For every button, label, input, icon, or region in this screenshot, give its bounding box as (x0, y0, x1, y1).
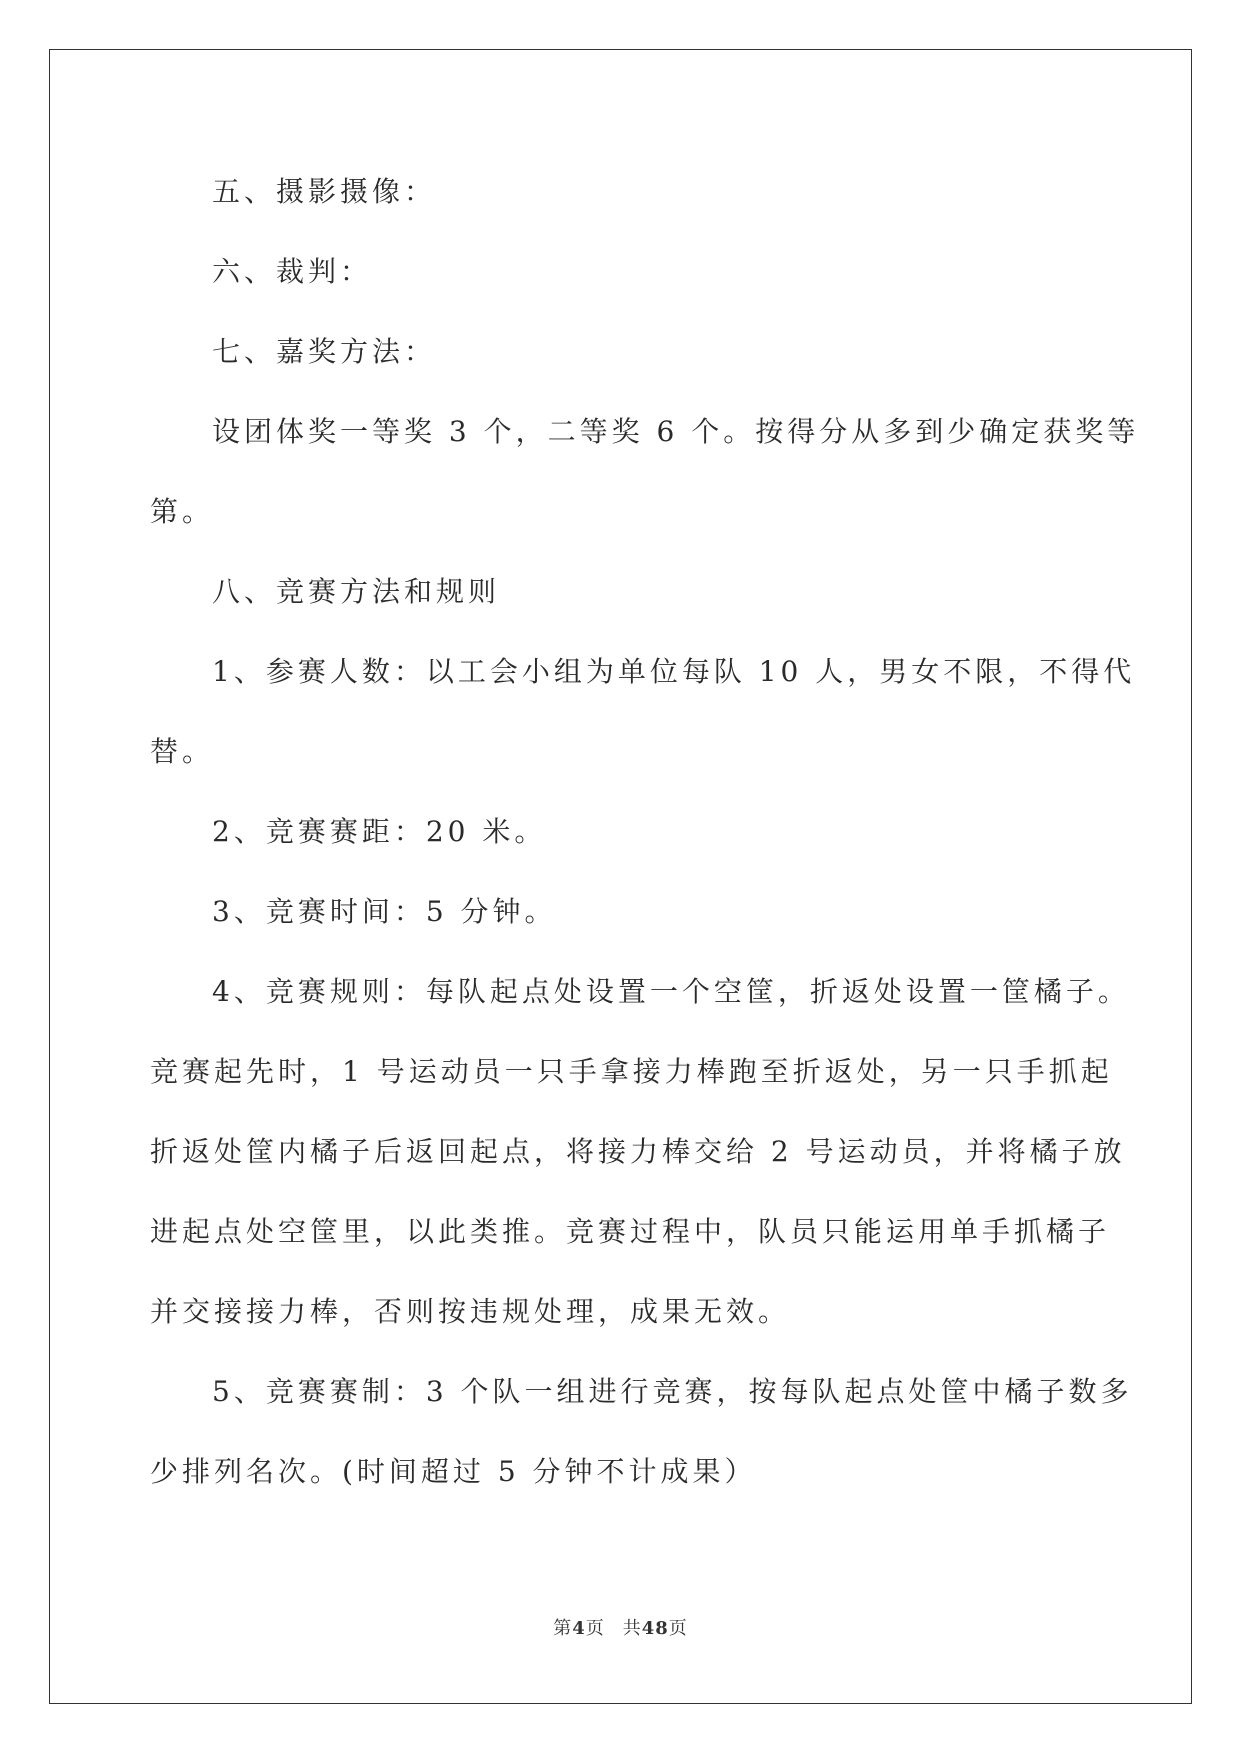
footer-prefix: 第 (553, 1618, 573, 1639)
paragraph-line: 1、参赛人数：以工会小组为单位每队 10 人，男女不限，不得代 (212, 655, 1136, 688)
paragraph-line: 第。 (150, 495, 215, 528)
paragraph-line: 七、嘉奖方法： (212, 335, 437, 368)
paragraph-line: 五、摄影摄像： (212, 175, 437, 208)
footer-total-prefix: 共 (622, 1618, 642, 1639)
page-footer (0, 1614, 1241, 1640)
paragraph-line: 八、竞赛方法和规则 (212, 575, 501, 608)
paragraph-line: 5、竞赛赛制：3 个队一组进行竞赛，按每队起点处筐中橘子数多 (212, 1375, 1133, 1408)
paragraph-line: 竞赛起先时，1 号运动员一只手拿接力棒跑至折返处，另一只手抓起 (150, 1055, 1113, 1088)
paragraph-line: 少排列名次。(时间超过 5 分钟不计成果） (150, 1455, 757, 1488)
paragraph-line: 4、竞赛规则：每队起点处设置一个空筐，折返处设置一筐橘子。 (212, 975, 1130, 1008)
paragraph-line: 进起点处空筐里，以此类推。竞赛过程中，队员只能运用单手抓橘子 (150, 1215, 1111, 1248)
paragraph-line: 2、竞赛赛距：20 米。 (212, 815, 547, 848)
footer-page-unit: 页 (585, 1618, 605, 1639)
paragraph-line: 3、竞赛时间：5 分钟。 (212, 895, 557, 928)
paragraph-line: 替。 (150, 735, 215, 768)
paragraph-line: 并交接接力棒，否则按违规处理，成果无效。 (150, 1295, 791, 1328)
paragraph-line: 设团体奖一等奖 3 个，二等奖 6 个。按得分从多到少确定获奖等 (212, 415, 1140, 448)
total-page-count: 48 (641, 1618, 669, 1639)
footer-total-unit: 页 (668, 1618, 688, 1639)
paragraph-line: 折返处筐内橘子后返回起点，将接力棒交给 2 号运动员，并将橘子放 (150, 1135, 1126, 1168)
paragraph-line: 六、裁判： (212, 255, 373, 288)
current-page-number: 4 (572, 1618, 586, 1639)
